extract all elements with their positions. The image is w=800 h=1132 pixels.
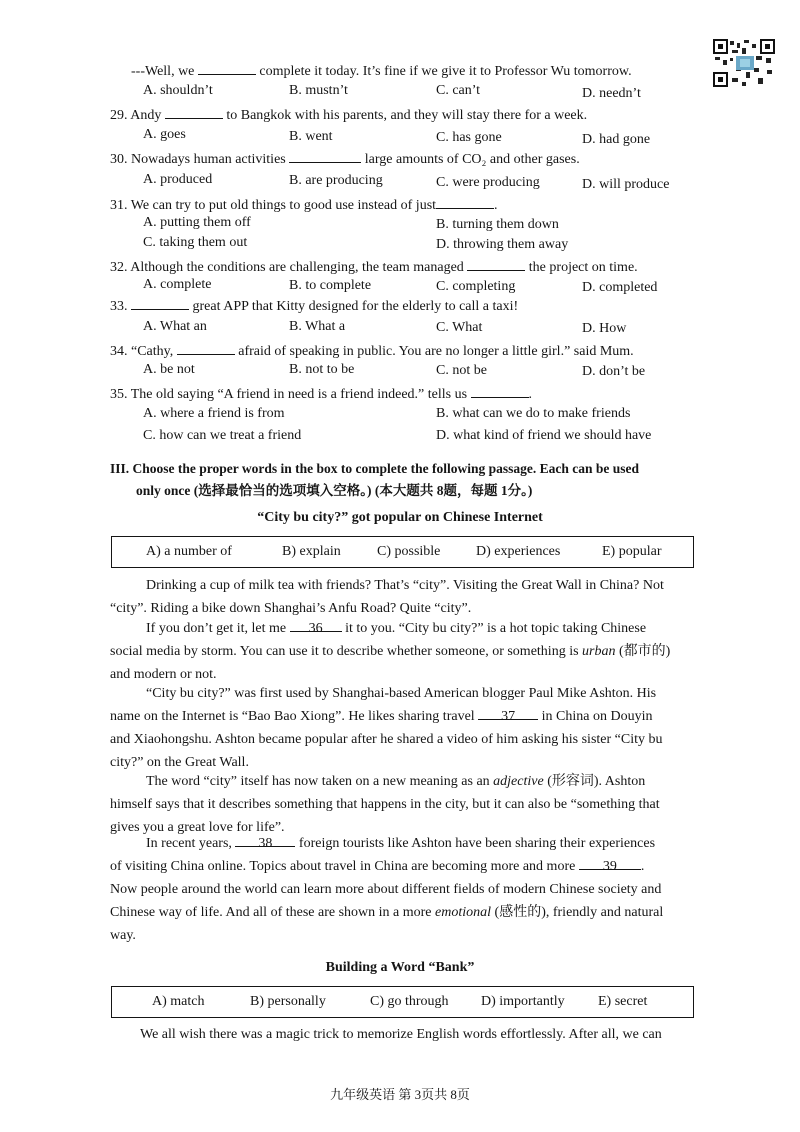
p1-line2: “city”. Riding a bike down Shanghai’s Anfu Road? Quite “city”. [110, 601, 472, 616]
p3-line1: “City bu city?” was first used by Shanghai-based American blogger Paul Mike Ashton. His [146, 686, 657, 701]
blank-39[interactable]: 39 [579, 855, 641, 870]
blank-37[interactable]: 37 [478, 705, 538, 720]
q34-option-a[interactable]: A. be not [143, 362, 195, 377]
p5-emotional: emotional [435, 905, 492, 920]
q34-stem [110, 340, 634, 362]
passage2-title: Building a Word “Bank” [325, 960, 475, 975]
q33-blank[interactable] [131, 295, 189, 310]
word-box-1-option-e[interactable]: E) popular [602, 544, 662, 559]
q33-stem-pre: 33. [110, 299, 128, 314]
q31-stem-pre: 31. We can try to put old things to good use instead of just [110, 198, 437, 213]
blank-36[interactable]: 36 [290, 617, 342, 632]
q29-stem-post: to Bangkok with his parents, and they will stay there for a week. [226, 108, 588, 123]
q32-option-c[interactable]: C. completing [436, 279, 516, 294]
q30-blank[interactable] [289, 148, 361, 163]
q29-stem [110, 104, 587, 126]
p5-line4-post: (感性的), friendly and natural [494, 905, 664, 920]
q30-option-c[interactable]: C. were producing [436, 175, 540, 190]
q33-stem-post: great APP that Kitty designed for the elderly to call a taxi! [192, 299, 519, 314]
passage1-paragraph3 [110, 682, 690, 774]
q32-blank[interactable] [467, 256, 525, 271]
word-box-2-option-c[interactable]: C) go through [370, 994, 449, 1009]
q28-stem-pre: ---Well, we [131, 64, 195, 79]
passage1-title: “City bu city?” got popular on Chinese Internet [257, 510, 543, 525]
q28-option-b[interactable]: B. mustn’t [289, 83, 348, 98]
q34-option-b[interactable]: B. not to be [289, 362, 355, 377]
p3-line4: city?” on the Great Wall. [110, 755, 249, 770]
q35-option-d[interactable]: D. what kind of friend we should have [436, 428, 652, 443]
word-box-1-option-b[interactable]: B) explain [282, 544, 341, 559]
q34-blank[interactable] [177, 340, 235, 355]
p2-line3: and modern or not. [110, 667, 217, 682]
q28-stem [131, 60, 632, 82]
q31-stem-post: . [494, 198, 498, 213]
passage1-paragraph1 [110, 574, 690, 620]
p2-line2-post: (都市的) [618, 644, 671, 659]
p5-line2 [110, 855, 690, 878]
p2-line2 [110, 640, 690, 663]
q32-option-d[interactable]: D. completed [582, 280, 658, 295]
q29-option-b[interactable]: B. went [289, 129, 333, 144]
q31-option-c[interactable]: C. taking them out [143, 235, 248, 250]
q28-option-c[interactable]: C. can’t [436, 83, 481, 98]
p3-line2 [110, 705, 690, 728]
q28-stem-post: complete it today. It’s fine if we give it to Professor Wu tomorrow. [259, 64, 632, 79]
word-box-2 [111, 986, 694, 1018]
qr-code-icon [712, 38, 776, 88]
q28-option-a[interactable]: A. shouldn’t [143, 83, 213, 98]
word-box-2-option-e[interactable]: E) secret [598, 994, 648, 1009]
p5-line5: way. [110, 928, 136, 943]
q30-option-b[interactable]: B. are producing [289, 173, 383, 188]
p2-urban: urban [582, 644, 616, 659]
q30-stem-post: large amounts of CO₂ and other gases. [364, 152, 580, 167]
q29-option-c[interactable]: C. has gone [436, 130, 502, 145]
q29-stem-pre: 29. Andy [110, 108, 162, 123]
q32-stem-post: the project on time. [528, 260, 638, 275]
p2-line1 [110, 617, 690, 640]
q32-stem-pre: 32. Although the conditions are challenging, the team managed [110, 260, 464, 275]
word-box-2-option-d[interactable]: D) importantly [481, 994, 565, 1009]
p4-line2: himself says that it describes something that happens in the city, but it can also be “something that [110, 797, 660, 812]
p4-line1 [110, 770, 690, 793]
q32-option-b[interactable]: B. to complete [289, 278, 372, 293]
page-footer: 九年级英语 第 3页共 8页 [330, 1087, 470, 1102]
p2-line1-pre: If you don’t get it, let me [146, 621, 287, 636]
q32-option-a[interactable]: A. complete [143, 277, 212, 292]
section3-heading-line2: only once (选择最恰当的选项填入空格。) (本大题共 8题，每题 1分。) [136, 483, 533, 498]
word-box-1-option-d[interactable]: D) experiences [476, 544, 561, 559]
p5-line4-pre: Chinese way of life. And all of these are shown in a more [110, 905, 432, 920]
q29-option-a[interactable]: A. goes [143, 127, 186, 142]
q31-option-b[interactable]: B. turning them down [436, 217, 559, 232]
q33-option-d[interactable]: D. How [582, 321, 627, 336]
p3-line3: and Xiaohongshu. Ashton became popular after he shared a video of him asking his sister “City bu [110, 732, 663, 747]
q34-option-d[interactable]: D. don’t be [582, 364, 646, 379]
p5-line2-pre: of visiting China online. Topics about travel in China are becoming more and more [110, 859, 576, 874]
p5-line1 [110, 832, 690, 855]
q31-blank[interactable] [436, 194, 494, 209]
passage1-paragraph4 [110, 770, 690, 839]
q35-blank[interactable] [471, 383, 529, 398]
passage2-first-line: We all wish there was a magic trick to memorize English words effortlessly. After all, we can [140, 1027, 662, 1042]
q33-stem [110, 295, 518, 317]
p5-line1-pre: In recent years, [146, 836, 232, 851]
q29-blank[interactable] [165, 104, 223, 119]
p3-line2-post: in China on Douyin [541, 709, 653, 724]
q30-option-a[interactable]: A. produced [143, 172, 213, 187]
p1-line1: Drinking a cup of milk tea with friends? That’s “city”. Visiting the Great Wall in China? Not [146, 578, 664, 593]
passage1-paragraph2 [110, 617, 690, 686]
p2-line1-post: it to you. “City bu city?” is a hot topic taking Chinese [345, 621, 647, 636]
p2-line2-pre: social media by storm. You can use it to describe whether someone, or something is [110, 644, 579, 659]
p5-line1-post: foreign tourists like Ashton have been sharing their experiences [298, 836, 656, 851]
q33-option-b[interactable]: B. What a [289, 319, 346, 334]
q34-stem-post: afraid of speaking in public. You are no longer a little girl.” said Mum. [238, 344, 634, 359]
p5-line3: Now people around the world can learn more about different fields of modern Chinese society and [110, 882, 662, 897]
word-box-1-option-a[interactable]: A) a number of [146, 544, 232, 559]
word-box-2-option-a[interactable]: A) match [152, 994, 205, 1009]
p4-line1-post: (形容词). Ashton [547, 774, 646, 789]
p4-line1-pre: The word “city” itself has now taken on a new meaning as an [146, 774, 490, 789]
q33-option-a[interactable]: A. What an [143, 319, 207, 334]
q28-option-d[interactable]: D. needn’t [582, 86, 641, 101]
q35-stem-pre: 35. The old saying “A friend in need is a friend indeed.” tells us [110, 387, 468, 402]
q30-option-d[interactable]: D. will produce [582, 177, 670, 192]
q34-option-c[interactable]: C. not be [436, 363, 487, 378]
p3-line2-pre: name on the Internet is “Bao Bao Xiong”. He likes sharing travel [110, 709, 475, 724]
word-box-1 [111, 536, 694, 568]
q35-stem [110, 383, 532, 405]
p4-adjective: adjective [493, 774, 544, 789]
q31-option-a[interactable]: A. putting them off [143, 215, 251, 230]
q35-option-c[interactable]: C. how can we treat a friend [143, 428, 302, 443]
q34-stem-pre: 34. “Cathy, [110, 344, 174, 359]
q30-stem-pre: 30. Nowadays human activities [110, 152, 286, 167]
section3-heading-line1: III. Choose the proper words in the box to complete the following passage. Each can be used [110, 461, 640, 476]
q33-option-c[interactable]: C. What [436, 320, 483, 335]
q35-option-a[interactable]: A. where a friend is from [143, 406, 285, 421]
q35-option-b[interactable]: B. what can we do to make friends [436, 406, 631, 421]
q28-blank[interactable] [198, 60, 256, 75]
p4-line3: gives you a great love for life”. [110, 820, 285, 835]
p5-line2-post: . [640, 859, 645, 874]
blank-38[interactable]: 38 [235, 832, 295, 847]
q29-option-d[interactable]: D. had gone [582, 132, 651, 147]
q31-option-d[interactable]: D. throwing them away [436, 237, 569, 252]
word-box-1-option-c[interactable]: C) possible [377, 544, 441, 559]
word-box-2-option-b[interactable]: B) personally [250, 994, 326, 1009]
p5-line4 [110, 901, 690, 924]
passage1-paragraph5 [110, 832, 690, 947]
q30-stem [110, 148, 580, 170]
q35-stem-post: . [528, 387, 533, 402]
